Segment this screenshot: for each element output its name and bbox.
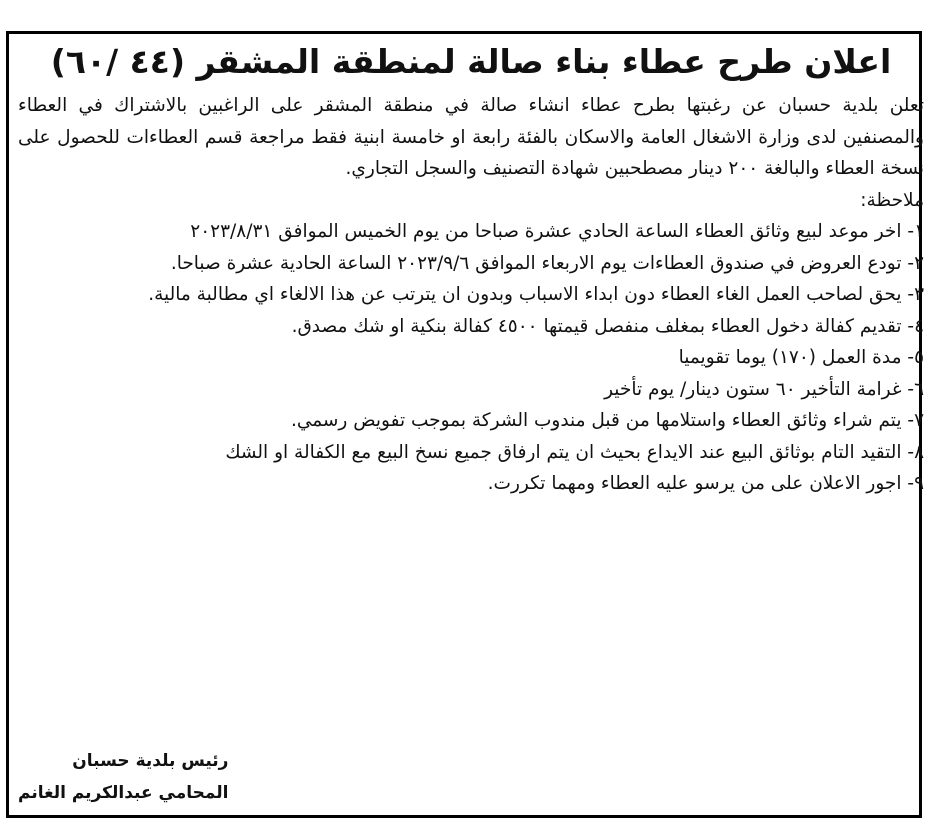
conditions-list (18, 216, 924, 500)
condition-item-4: ٤- تقديم كفالة دخول العطاء بمغلف منفصل قيمتها ٤٥٠٠ كفالة بنكية او شك مصدق. (291, 315, 924, 337)
announcement-content (18, 40, 924, 500)
signature-name: المحامي عبدالكريم الغانم (18, 783, 229, 803)
condition-item-3: ٣- يحق لصاحب العمل الغاء العطاء دون ابداء الاسباب وبدون ان يترتب عن هذا الالغاء اي مطالبة مالية. (148, 284, 924, 305)
condition-item-7: ٧- يتم شراء وثائق العطاء واستلامها من قبل مندوب الشركة بموجب تفويض رسمي. (290, 410, 924, 431)
signature-title: رئيس بلدية حسبان (72, 751, 229, 771)
condition-item-2: ٢- تودع العروض في صندوق العطاءات يوم الاربعاء الموافق ٢٠٢٣/٩/٦ الساعة الحادية عشرة صباحا. (170, 252, 924, 274)
condition-item-1: ١- اخر موعد لبيع وثائق العطاء الساعة الحادي عشرة صباحا من يوم الخميس الموافق ٢٠٢٣/٨/٣١ (190, 221, 924, 242)
condition-item-9: ٩- اجور الاعلان على من يرسو عليه العطاء ومهما تكررت. (487, 473, 924, 494)
note-label: ملاحظة: (860, 189, 924, 211)
condition-item-8: ٨- التقيد التام بوثائق البيع عند الايداع بحيث ان يتم ارفاق جميع نسخ البيع مع الكفالة او الشك (225, 441, 924, 463)
announcement-intro: تعلن بلدية حسبان عن رغبتها بطرح عطاء انشاء صالة في منطقة المشقر على الراغبين بالاشتراك في العطاء والمصنفين لدى وزارة الاشغال العامة والاسكان بالفئة رابعة او خامسة ابنية فقط مراجعة قسم العطاءات للحصول على نسخة العطاء والبالغة ٢٠٠ دينار مصطحبين شهادة التصنيف والسجل التجاري. (18, 95, 924, 179)
condition-item-6: ٦- غرامة التأخير ٦٠ ستون دينار/ يوم تأخير (604, 378, 924, 400)
condition-item-5: ٥- مدة العمل (١٧٠) يوما تقويميا (678, 347, 924, 368)
announcement-title: اعلان طرح عطاء بناء صالة لمنطقة المشقر (٤٤ /٦٠) (50, 42, 892, 81)
signature-block (18, 745, 228, 809)
